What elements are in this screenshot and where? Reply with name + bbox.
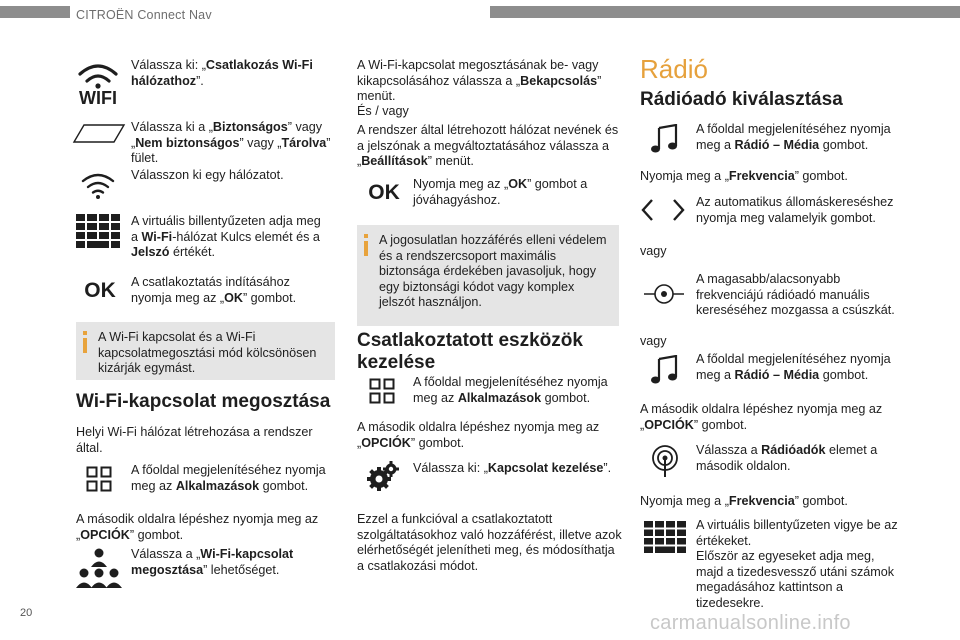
para-change-settings: A rendszer által létrehozott hálózat nevének és a jelszónak a megváltoztatásához válassza a „Beállítások” menüt.	[357, 123, 619, 168]
step-press-options: A második oldalra lépéshez nyomja meg az „OPCIÓK” gombot.	[76, 512, 319, 542]
step-enter-frequency	[696, 518, 901, 611]
ok-icon	[80, 276, 120, 302]
tab-parallelogram-icon	[72, 122, 126, 144]
watermark: carmanualsonline.info	[650, 612, 851, 634]
info-note-security	[357, 225, 619, 326]
apps-icon	[369, 378, 395, 404]
wifi-text-icon	[72, 60, 124, 106]
music-note-icon	[650, 355, 680, 385]
para-press-options-2: A második oldalra lépéshez nyomja meg az „OPCIÓK” gombot.	[357, 420, 600, 450]
or-label-2: vagy	[640, 334, 667, 348]
step-select-security-tab: Válassza ki a „Biztonságos” vagy „Nem biztonságos” vagy „Tárolva” fület.	[131, 120, 331, 165]
section-title-station-select: Rádióadó kiválasztása	[640, 89, 843, 110]
wifi-sharing-intro: Helyi Wi-Fi hálózat létrehozása a rendszer által.	[76, 425, 313, 455]
para-press-frequency-2: Nyomja meg a „Frekvencia” gombot.	[640, 494, 848, 508]
apps-icon	[86, 466, 112, 492]
info-note-text: A jogosulatlan hozzáférés elleni védelem és a rendszercsoport maximális biztonsága érdekében javasoljuk, hogy egy biztonsági kódot vagy komplex jelszót használjon.	[379, 233, 607, 309]
ok-icon	[364, 178, 404, 204]
wifi-share-icon	[76, 547, 122, 591]
header-bar-left	[0, 6, 70, 18]
info-note-wifi-exclusive	[76, 322, 335, 380]
header-bar-right	[490, 6, 960, 18]
para-and-or: És / vagy	[357, 104, 409, 118]
info-icon	[364, 234, 368, 256]
step-press-apps: A főoldal megjelenítéséhez nyomja meg az Alkalmazások gombot.	[131, 463, 326, 493]
step-select-network: Válasszon ki egy hálózatot.	[131, 168, 284, 182]
keyboard-icon	[644, 521, 686, 553]
step-press-ok-connect: A csatlakoztatás indításához nyomja meg az „OK” gombot.	[131, 275, 297, 305]
ok-icon-label: OK	[368, 181, 400, 204]
step-select-stations: Válassza a Rádióadók elemet a második oldalon.	[696, 443, 878, 473]
prev-next-arrows-icon	[640, 198, 686, 222]
step-press-ok-confirm: Nyomja meg az „OK” gombot a jóváhagyáshoz.	[413, 177, 588, 207]
para-press-frequency: Nyomja meg a „Frekvencia” gombot.	[640, 169, 848, 183]
frequency-slider-icon	[644, 281, 684, 307]
step-enter-key-password: A virtuális billentyűzeten adja meg a Wi-Fi-hálózat Kulcs elemét és a Jelszó értékét.	[131, 214, 321, 259]
or-label-1: vagy	[640, 244, 667, 258]
info-icon	[83, 331, 87, 353]
music-note-icon	[650, 124, 680, 154]
para-press-options-3: A második oldalra lépéshez nyomja meg az „OPCIÓK” gombot.	[640, 402, 883, 432]
step-select-connection-management: Válassza ki: „Kapcsolat kezelése”.	[413, 461, 612, 475]
section-title-connected-devices: Csatlakoztatott eszközök kezelése	[357, 330, 583, 373]
header-title: CITROËN Connect Nav	[76, 8, 212, 22]
wifi-icon-label: WIFI	[79, 88, 117, 106]
step-auto-search: Az automatikus állomáskereséshez nyomja meg valamelyik gombot.	[696, 195, 894, 225]
step-press-radio-media: A főoldal megjelenítéséhez nyomja meg a Rádió – Média gombot.	[696, 122, 891, 152]
info-note-text: A Wi-Fi kapcsolat és a Wi-Fi kapcsolatmegosztási mód kölcsönösen kizárják egymást.	[98, 330, 317, 375]
radio-station-broadcast-icon	[648, 444, 682, 478]
ok-icon-label: OK	[84, 279, 116, 302]
connection-settings-gears-icon	[366, 460, 400, 494]
step-press-apps-2: A főoldal megjelenítéséhez nyomja meg az Alkalmazások gombot.	[413, 375, 608, 405]
para-connected-services: Ezzel a funkcióval a csatlakoztatott szolgáltatásokhoz való hozzáférést, illetve azok elérhetőségét jelenítheti meg, és módosíthatja a csatlakozási módot.	[357, 512, 622, 573]
section-title-wifi-sharing: Wi-Fi-kapcsolat megosztása	[76, 391, 331, 412]
radio-title: Rádió	[640, 54, 708, 84]
wifi-icon	[80, 172, 116, 200]
page-number: 20	[20, 607, 33, 619]
para-toggle-sharing: A Wi-Fi-kapcsolat megosztásának be- vagy kikapcsolásához válassza a „Bekapcsolás” menüt.	[357, 58, 602, 103]
step-select-wifi-sharing: Válassza a „Wi-Fi-kapcsolat megosztása” lehetőséget.	[131, 547, 294, 577]
step-press-radio-media-2: A főoldal megjelenítéséhez nyomja meg a Rádió – Média gombot.	[696, 352, 891, 382]
keyboard-icon	[76, 214, 120, 248]
step-enter-frequency-line1: A virtuális billentyűzeten vigye be az értékeket.	[696, 518, 898, 548]
step-select-wifi-connect: Válassza ki: „Csatlakozás Wi-Fi hálózathoz”.	[131, 58, 313, 88]
step-enter-frequency-line2: Először az egyeseket adja meg, majd a tizedesvessző utáni számok megadásához kattintson a tizedesekre.	[696, 549, 895, 610]
step-manual-search: A magasabb/alacsonyabb frekvenciájú rádióadó manuális kereséséhez mozgassa a csúszkát.	[696, 272, 895, 317]
